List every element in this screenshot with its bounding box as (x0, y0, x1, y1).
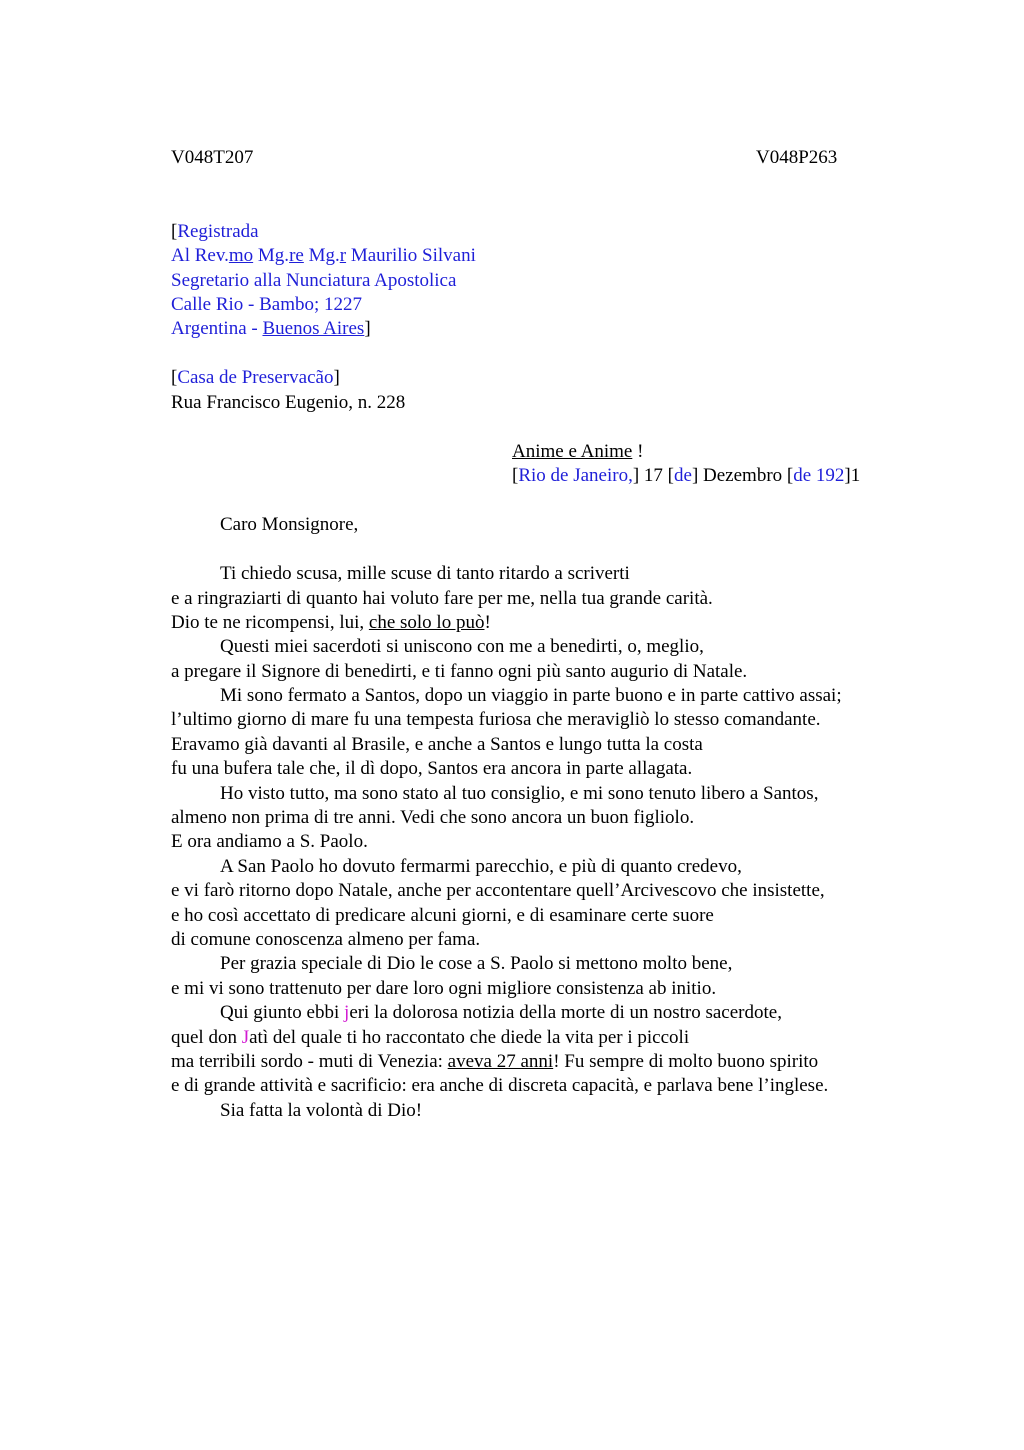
body-line: Per grazia speciale di Dio le cose a S. Paolo si mettono molto bene, (220, 953, 733, 974)
sender-line-2: Rua Francisco Eugenio, n. 228 (171, 392, 406, 413)
body-line: Dio te ne ricompensi, lui, che solo lo può! (171, 612, 491, 633)
address-line-1: [Registrada (171, 221, 259, 242)
address-line-4: Calle Rio - Bambo; 1227 (171, 294, 363, 315)
motto: Anime e Anime ! (512, 441, 644, 462)
body-line: fu una bufera tale che, il dì dopo, Santos era ancora in parte allagata. (171, 758, 693, 779)
address-line-3: Segretario alla Nunciatura Apostolica (171, 270, 457, 291)
body-line: quel don Jatì del quale ti ho raccontato che diede la vita per i piccoli (171, 1027, 690, 1048)
body-line: Ho visto tutto, ma sono stato al tuo consiglio, e mi sono tenuto libero a Santos, (220, 783, 819, 804)
body-line: Questi miei sacerdoti si uniscono con me a benedirti, o, meglio, (220, 636, 704, 657)
body-line: e ho così accettato di predicare alcuni giorni, e di esaminare certe suore (171, 905, 714, 926)
body-line: Mi sono fermato a Santos, dopo un viaggio in parte buono e in parte cattivo assai; (220, 685, 842, 706)
body-line: a pregare il Signore di benedirti, e ti fanno ogni più santo augurio di Natale. (171, 661, 748, 682)
body-line: Eravamo già davanti al Brasile, e anche a Santos e lungo tutta la costa (171, 734, 703, 755)
header-left-code: V048T207 (171, 147, 254, 168)
header-right-code: V048P263 (756, 147, 838, 168)
address-line-5: Argentina - Buenos Aires] (171, 318, 371, 339)
body-line: e di grande attività e sacrificio: era anche di discreta capacità, e parlava bene l’inglese. (171, 1075, 829, 1096)
body-line: e vi farò ritorno dopo Natale, anche per accontentare quell’Arcivescovo che insistette, (171, 880, 825, 901)
body-line: ma terribili sordo - muti di Venezia: aveva 27 anni! Fu sempre di molto buono spirito (171, 1051, 819, 1072)
body-line: Ti chiedo scusa, mille scuse di tanto ritardo a scriverti (220, 563, 630, 584)
body-line: l’ultimo giorno di mare fu una tempesta furiosa che meravigliò lo stesso comandante. (171, 709, 821, 730)
sender-line-1: [Casa de Preservacão] (171, 367, 340, 388)
body-line: A San Paolo ho dovuto fermarmi parecchio, e più di quanto credevo, (220, 856, 742, 877)
dateline: [Rio de Janeiro,] 17 [de] Dezembro [de 192]1 (512, 465, 861, 486)
body-line: e a ringraziarti di quanto hai voluto fare per me, nella tua grande carità. (171, 588, 713, 609)
address-line-2: Al Rev.mo Mg.re Mg.r Maurilio Silvani (171, 245, 476, 266)
salutation: Caro Monsignore, (220, 514, 359, 535)
closing-line: Sia fatta la volontà di Dio! (220, 1100, 423, 1121)
body-line: e mi vi sono trattenuto per dare loro ogni migliore consistenza ab initio. (171, 978, 717, 999)
body-line: Qui giunto ebbi jeri la dolorosa notizia della morte di un nostro sacerdote, (220, 1002, 782, 1023)
body-line: di comune conoscenza almeno per fama. (171, 929, 481, 950)
body-line: almeno non prima di tre anni. Vedi che sono ancora un buon figliolo. (171, 807, 695, 828)
body-line: E ora andiamo a S. Paolo. (171, 831, 368, 852)
